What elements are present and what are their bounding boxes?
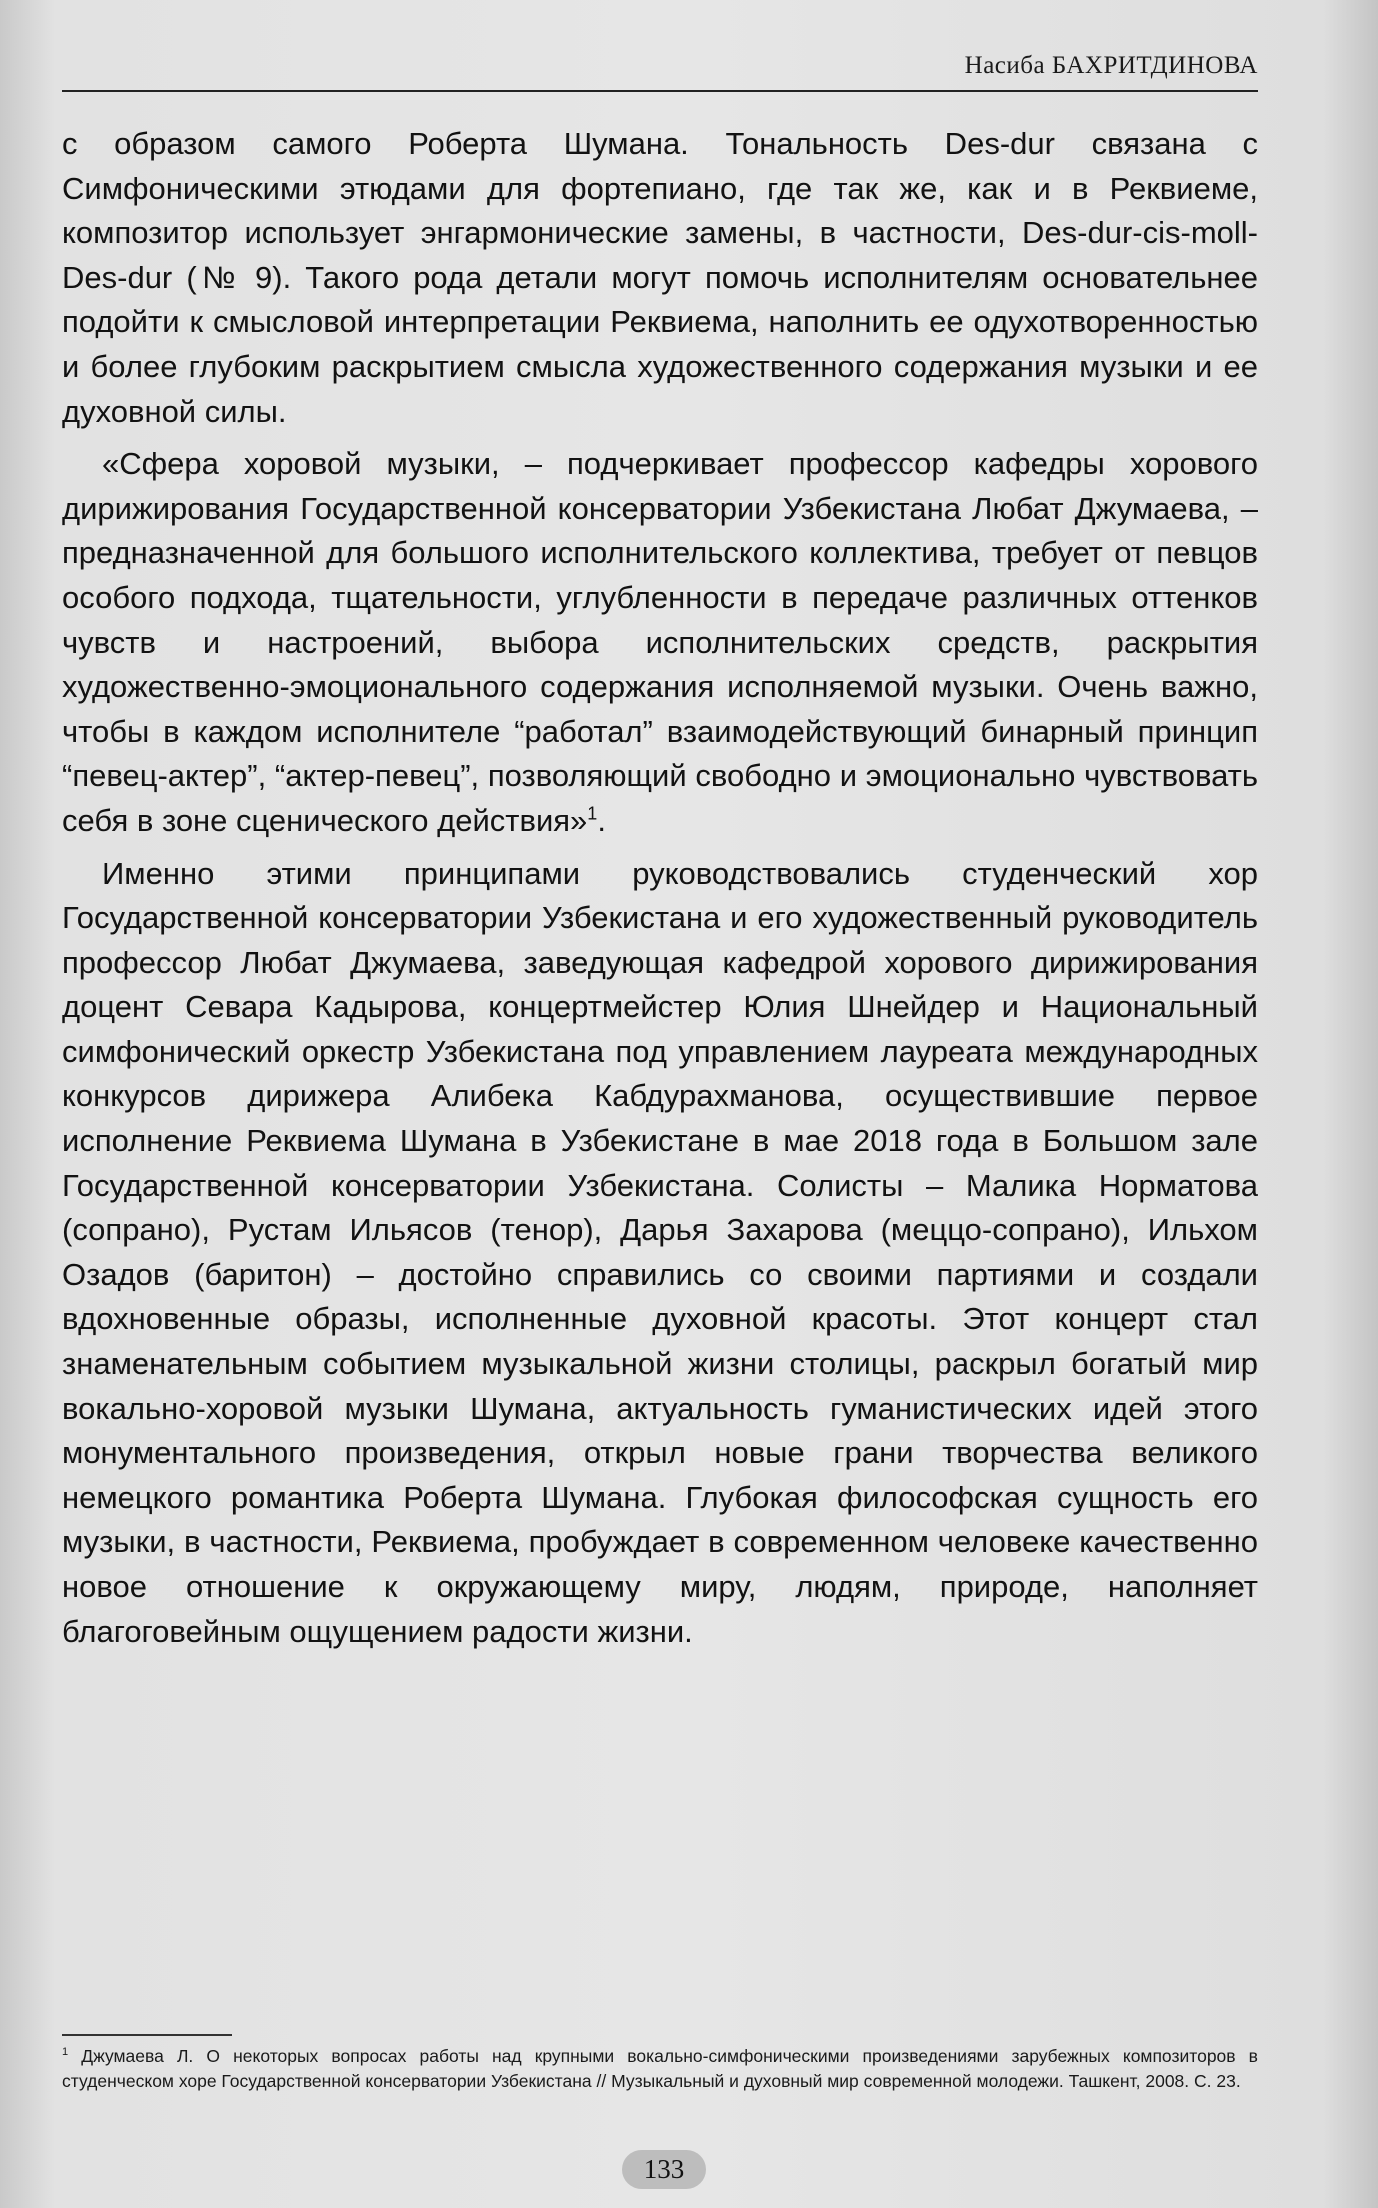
footnote-marker: 1 xyxy=(62,2046,69,2059)
paragraph-2: «Сфера хоровой музыки, – подчеркивает профессор кафедры хорового дирижирования Государственной консерватории Узбекистана Любат Джумаева, – предназначенной для большого исполнительского коллектива, требует от певцов особого подхода, тщательности, углубленности в передаче различных оттенков чувств и настроений, выбора исполнительских средств, раскрытия художественно-эмоционального содержания исполняемой музыки. Очень важно, чтобы в каждом исполнителе “работал” взаимодействующий бинарный принцип “певец-актер”, “актер-певец”, позволяющий свободно и эмоционально чувствовать себя в зоне сценического действия»$^1$. xyxy=(62,446,1258,838)
header-rule xyxy=(62,90,1258,92)
page-number: 133 xyxy=(622,2150,707,2189)
paragraph-2-text: «Сфера хоровой музыки, – подчеркивает профессор кафедры хорового дирижирования Государственной консерватории Узбекистана Любат Джумаева, – предназначенной для большого исполнительского коллектива, требует от певцов особого подхода, тщательности, углубленности в передаче различных оттенков чувств и настроений, выбора исполнительских средств, раскрытия художественно-эмоционального содержания исполняемой музыки. Очень важно, чтобы в каждом исполнителе “работал” взаимодействующий бинарный принцип “певец-актер”, “актер-певец”, позволяющий свободно и эмоционально чувствовать себя в зоне сценического действия» xyxy=(62,446,1258,838)
footnote xyxy=(62,2044,1258,2094)
paragraph-1: с образом самого Роберта Шумана. Тональность Des-dur связана с Симфоническими этюдами для фортепиано, где так же, как и в Реквиеме, композитор использует энгармонические замены, в частности, Des-dur-cis-moll-Des-dur (№ 9). Такого рода детали могут помочь исполнителям основательнее подойти к смысловой интерпретации Реквиема, наполнить ее одухотворенностью и более глубоким раскрытием смысла художественного содержания музыки и ее духовной силы. xyxy=(62,126,1258,429)
footnote-text: Джумаева Л. О некоторых вопросах работы над крупными вокально-симфоническими произведениями зарубежных композиторов в студенческом хоре Государственной консерватории Узбекистана // Музыкальный и духовный мир современной молодежи. Ташкент, 2008. С. 23. xyxy=(62,2046,1258,2091)
body-text xyxy=(62,122,1258,1654)
running-head: Насиба БАХРИТДИНОВА xyxy=(964,52,1258,79)
paragraph-3: Именно этими принципами руководствовались студенческий хор Государственной консерватории Узбекистана и его художественный руководитель профессор Любат Джумаева, заведующая кафедрой хорового дирижирования доцент Севара Кадырова, концертмейстер Юлия Шнейдер и Национальный симфонический оркестр Узбекистана под управлением лауреата международных конкурсов дирижера Алибека Кабдурахманова, осуществившие первое исполнение Реквиема Шумана в Узбекистане в мае 2018 года в Большом зале Государственной консерватории Узбекистана. Солисты – Малика Норматова (сопрано), Рустам Ильясов (тенор), Дарья Захарова (меццо-сопрано), Ильхом Озадов (баритон) – достойно справились со своими партиями и создали вдохновенные образы, исполненные духовной красоты. Этот концерт стал знаменательным событием музыкальной жизни столицы, раскрыл богатый мир вокально-хоровой музыки Шумана, актуальность гуманистических идей этого монументального произведения, открыл новые грани творчества великого немецкого романтика Роберта Шумана. Глубокая философская сущность его музыки, в частности, Реквиема, пробуждает в современном человеке качественно новое отношение к окружающему миру, людям, природе, наполняет благоговейным ощущением радости жизни. xyxy=(62,855,1258,1649)
footnote-rule xyxy=(62,2034,232,2036)
footnote-reference[interactable]: 1 xyxy=(587,803,598,824)
